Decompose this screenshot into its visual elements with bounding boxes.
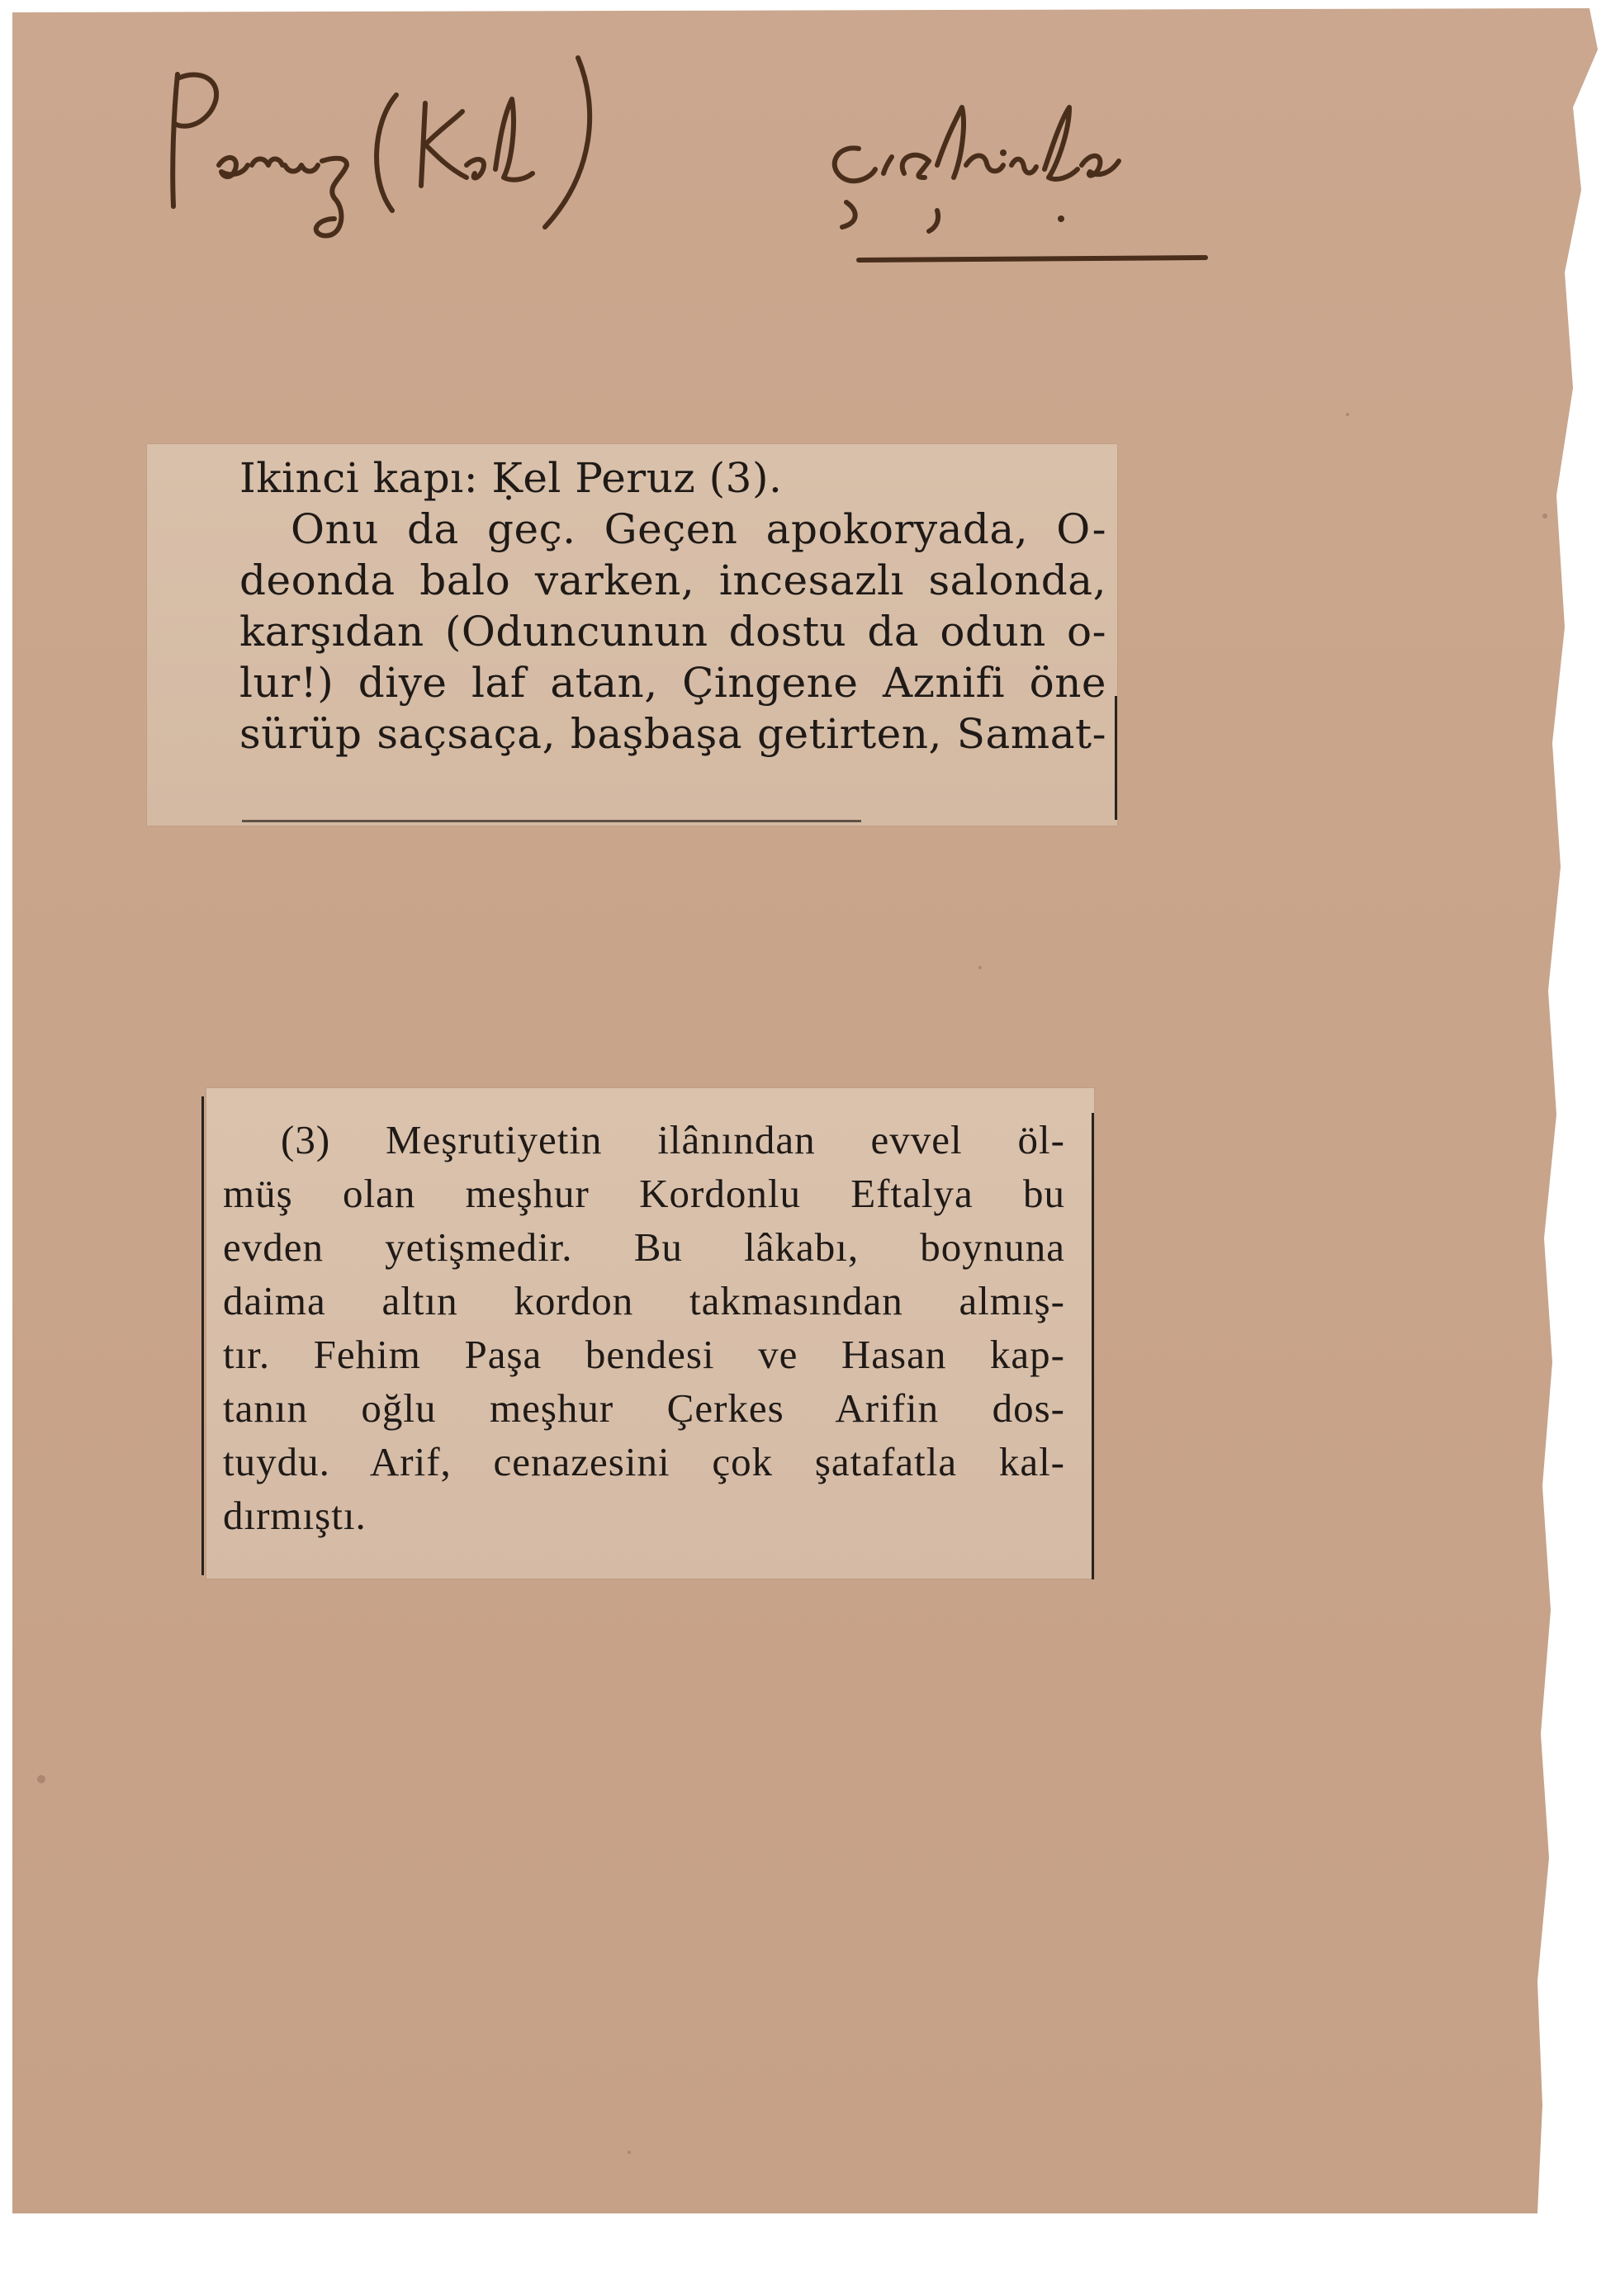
column-divider-left xyxy=(201,1096,204,1575)
clipping-main-text xyxy=(239,452,1106,760)
clipping-main-line: Onu da geç. Geçen apokoryada, O- xyxy=(291,505,1106,553)
clipping-footnote-text xyxy=(223,1113,1065,1542)
clipping-main-line: lur!) diye laf atan, Çingene Aznifi öne xyxy=(239,659,1106,707)
newspaper-clipping-main xyxy=(147,444,1117,826)
clipping-main-line: Ikinci kapı: Ḳel Peruz (3). xyxy=(239,454,783,502)
footnote-line: dırmıştı. xyxy=(223,1493,367,1538)
paper-speck xyxy=(978,966,982,969)
footnote-line: tuydu. Arif, cenazesini çok şatafatla kal- xyxy=(223,1439,1065,1484)
footnote-line: daima altın kordon takmasından almış- xyxy=(223,1278,1065,1323)
footnote-line: müş olan meşhur Kordonlu Eftalya bu xyxy=(223,1171,1065,1216)
paper-speck xyxy=(1542,514,1547,518)
paper-speck xyxy=(628,2151,631,2154)
clipping-main-line: deonda balo varken, incesazlı salonda, xyxy=(239,556,1106,604)
paper-speck xyxy=(37,1775,45,1783)
clipping-main-line: sürüp saçsaça, başbaşa getirten, Samat- xyxy=(239,710,1106,758)
newspaper-clipping-footnote xyxy=(206,1088,1094,1579)
handwritten-note xyxy=(149,41,1305,289)
footnote-line: (3) Meşrutiyetin ilânından evvel öl- xyxy=(281,1117,1065,1162)
column-divider-right xyxy=(1092,1113,1094,1579)
column-rule xyxy=(242,820,861,822)
footnote-line: tır. Fehim Paşa bendesi ve Hasan kap- xyxy=(223,1332,1065,1377)
clipping-main-line: karşıdan (Oduncunun dostu da odun o- xyxy=(239,608,1106,656)
paper-speck xyxy=(1346,413,1349,416)
column-divider xyxy=(1115,696,1117,820)
handwritten-note-graphic xyxy=(149,41,1305,289)
footnote-line: evden yetişmedir. Bu lâkabı, boynuna xyxy=(223,1224,1065,1270)
footnote-line: tanın oğlu meşhur Çerkes Arifin dos- xyxy=(223,1385,1065,1431)
